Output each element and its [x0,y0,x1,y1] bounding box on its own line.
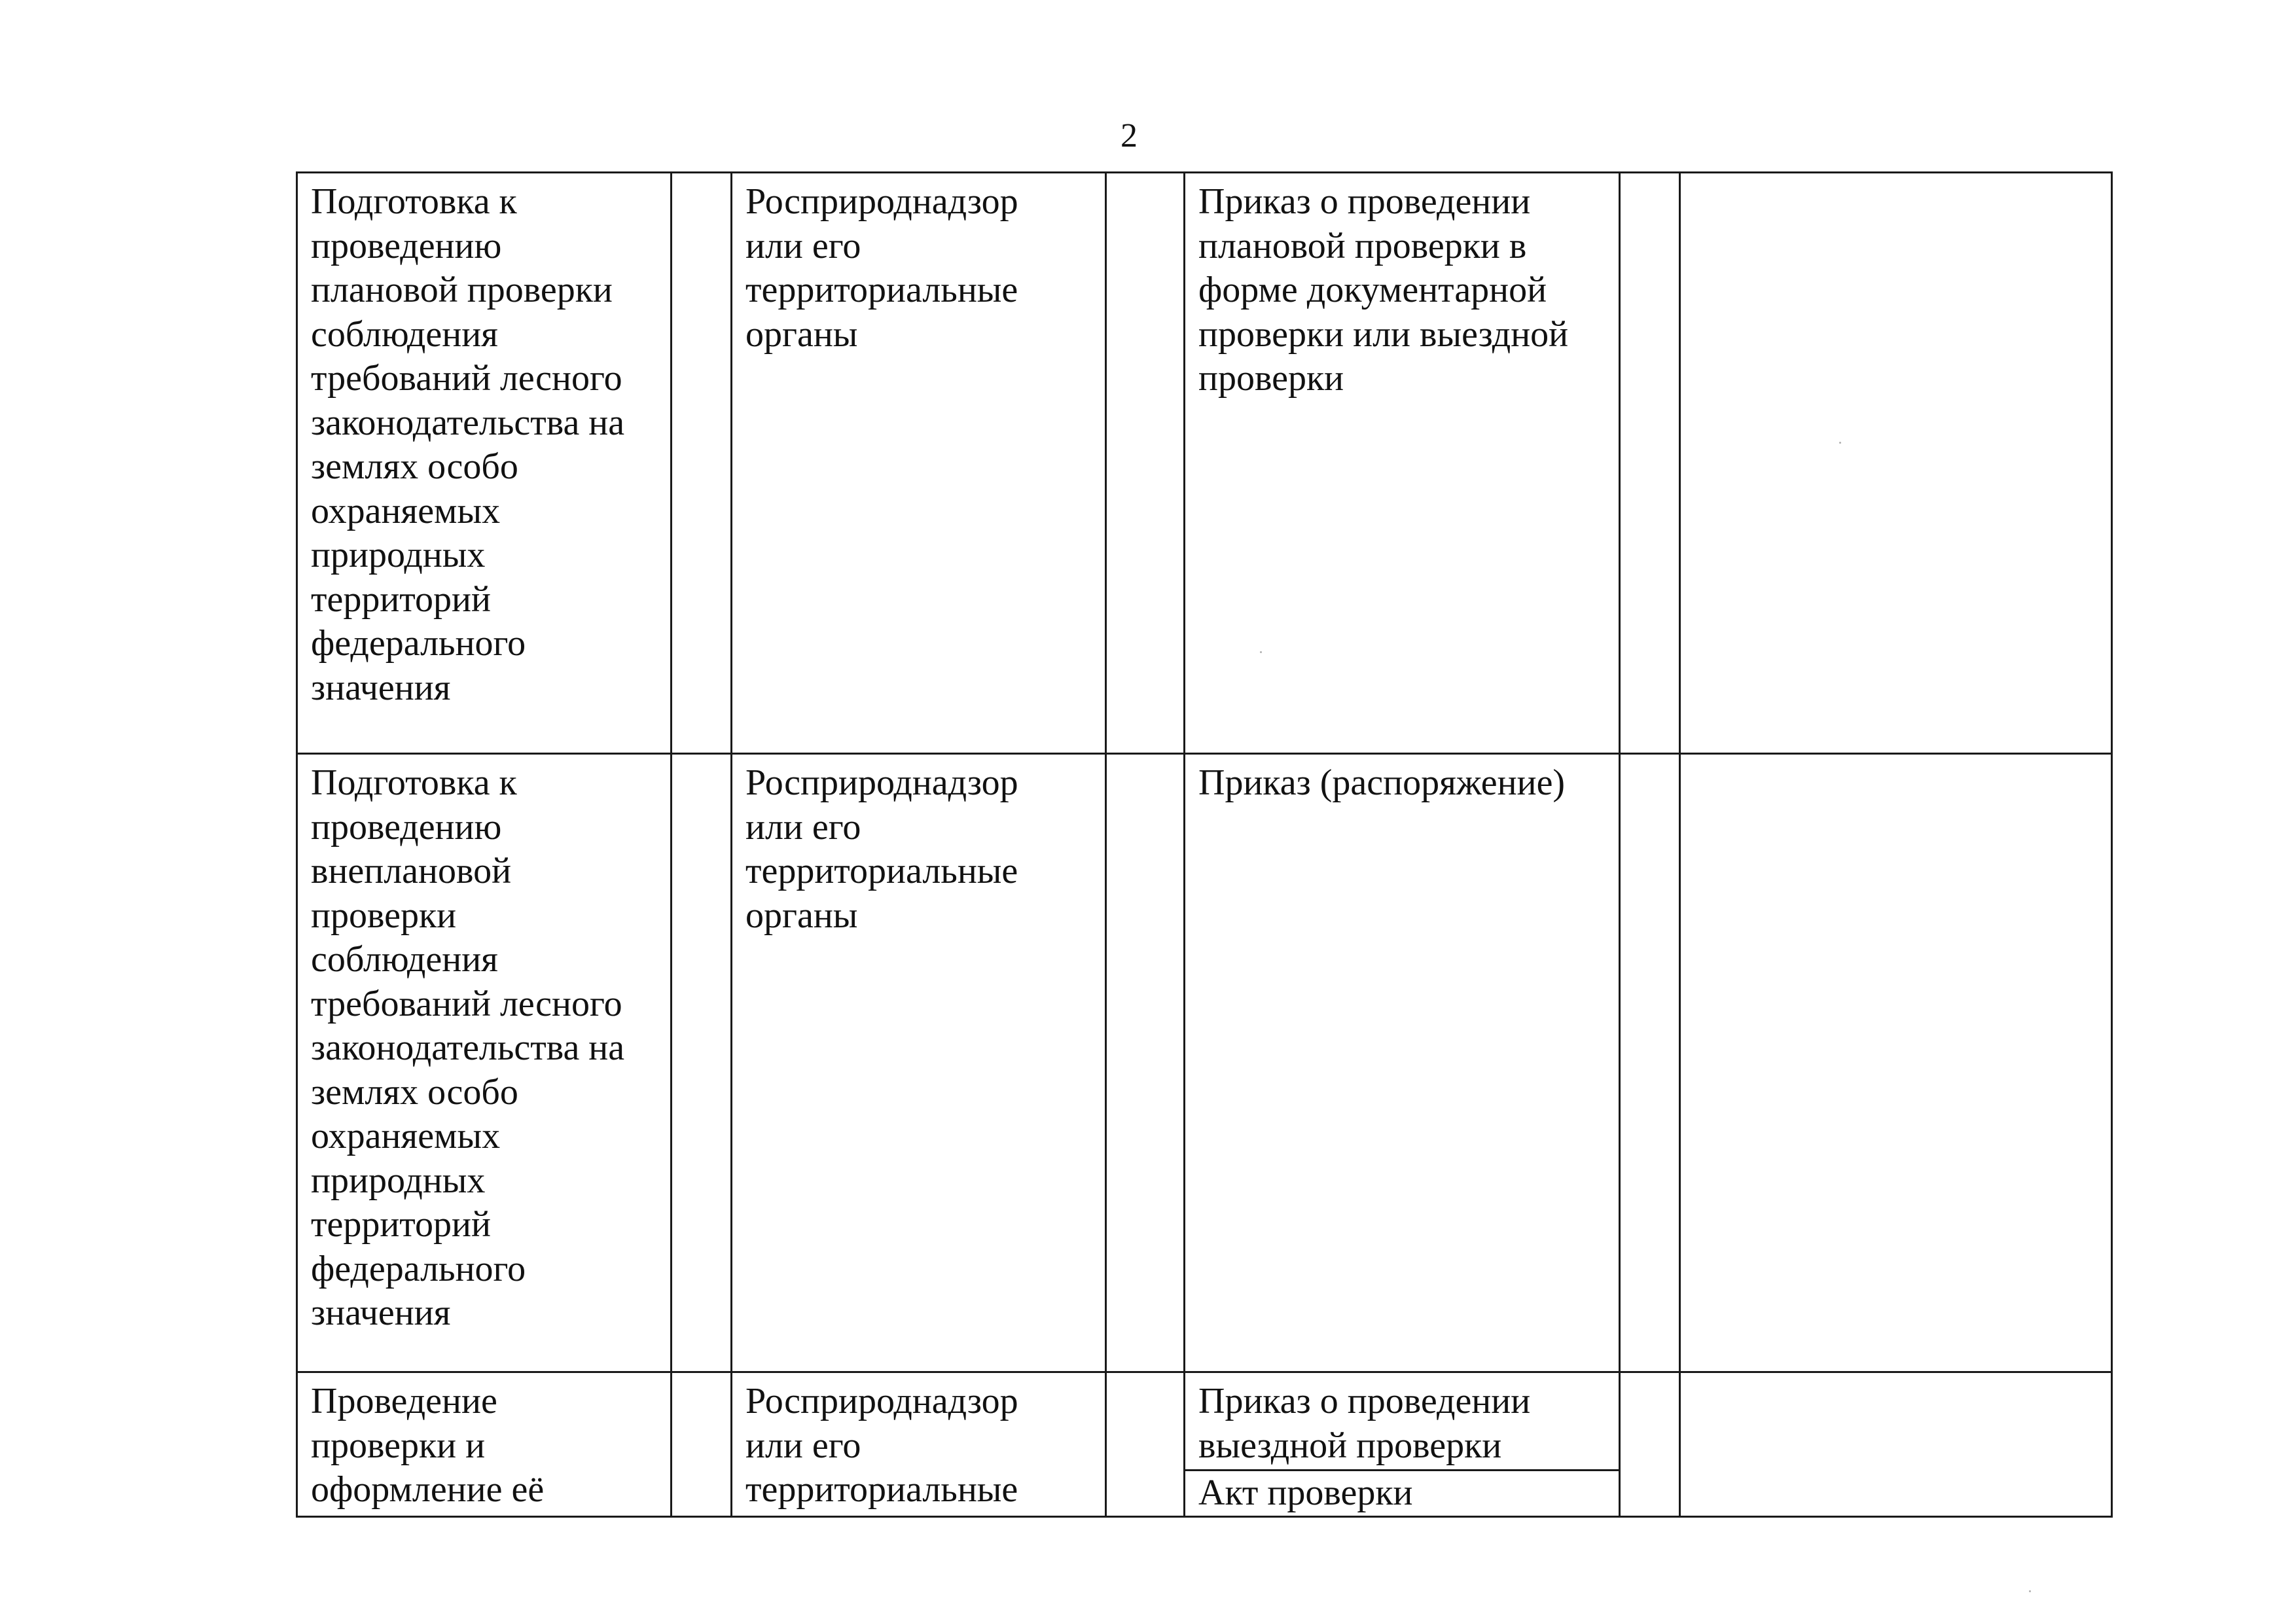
document-text-act: Акт проверки [1198,1472,1413,1513]
procedure-text: Проведение проверки и оформление её [311,1381,545,1510]
procedure-cell [297,173,672,754]
document-cell [1185,1372,1620,1517]
procedure-cell [297,1372,672,1517]
table-row [297,1372,2112,1517]
procedure-table [296,171,2113,1518]
empty-cell [672,1372,732,1517]
table-row [297,173,2112,754]
executor-cell [732,754,1106,1372]
empty-cell [672,173,732,754]
empty-cell [1620,173,1680,754]
empty-cell [1106,173,1185,754]
procedure-text: Подготовка к проведению внеплановой проверки соблюдения требований лесного законодательства на землях особо охраняемых природных территорий федерального значения [311,762,625,1333]
document-cell [1185,754,1620,1372]
empty-cell [1620,754,1680,1372]
scan-speck [1260,651,1262,653]
scan-speck [2029,1590,2031,1592]
page-number: 2 [1121,117,1138,154]
document-text: Приказ (распоряжение) [1198,762,1566,803]
document-text-order: Приказ о проведении выездной проверки [1198,1381,1531,1466]
empty-cell [672,754,732,1372]
empty-cell [1106,754,1185,1372]
empty-cell [1106,1372,1185,1517]
empty-cell [1680,1372,2112,1517]
procedure-cell [297,754,672,1372]
document-text: Приказ о проведении плановой проверки в форме документарной проверки или выездной проверки [1198,181,1569,399]
empty-cell [1680,173,2112,754]
executor-text: Росприроднадзор или его территориальные органы [745,762,1018,936]
empty-cell [1620,1372,1680,1517]
executor-text: Росприроднадзор или его территориальные органы [745,181,1018,355]
scan-speck [1839,442,1841,444]
empty-cell [1680,754,2112,1372]
executor-text: Росприроднадзор или его территориальные [745,1381,1018,1510]
procedure-text: Подготовка к проведению плановой проверки соблюдения требований лесного законодательства на землях особо охраняемых природных территорий федерального значения [311,181,625,708]
executor-cell [732,173,1106,754]
document-cell [1185,173,1620,754]
executor-cell [732,1372,1106,1517]
table-row [297,754,2112,1372]
